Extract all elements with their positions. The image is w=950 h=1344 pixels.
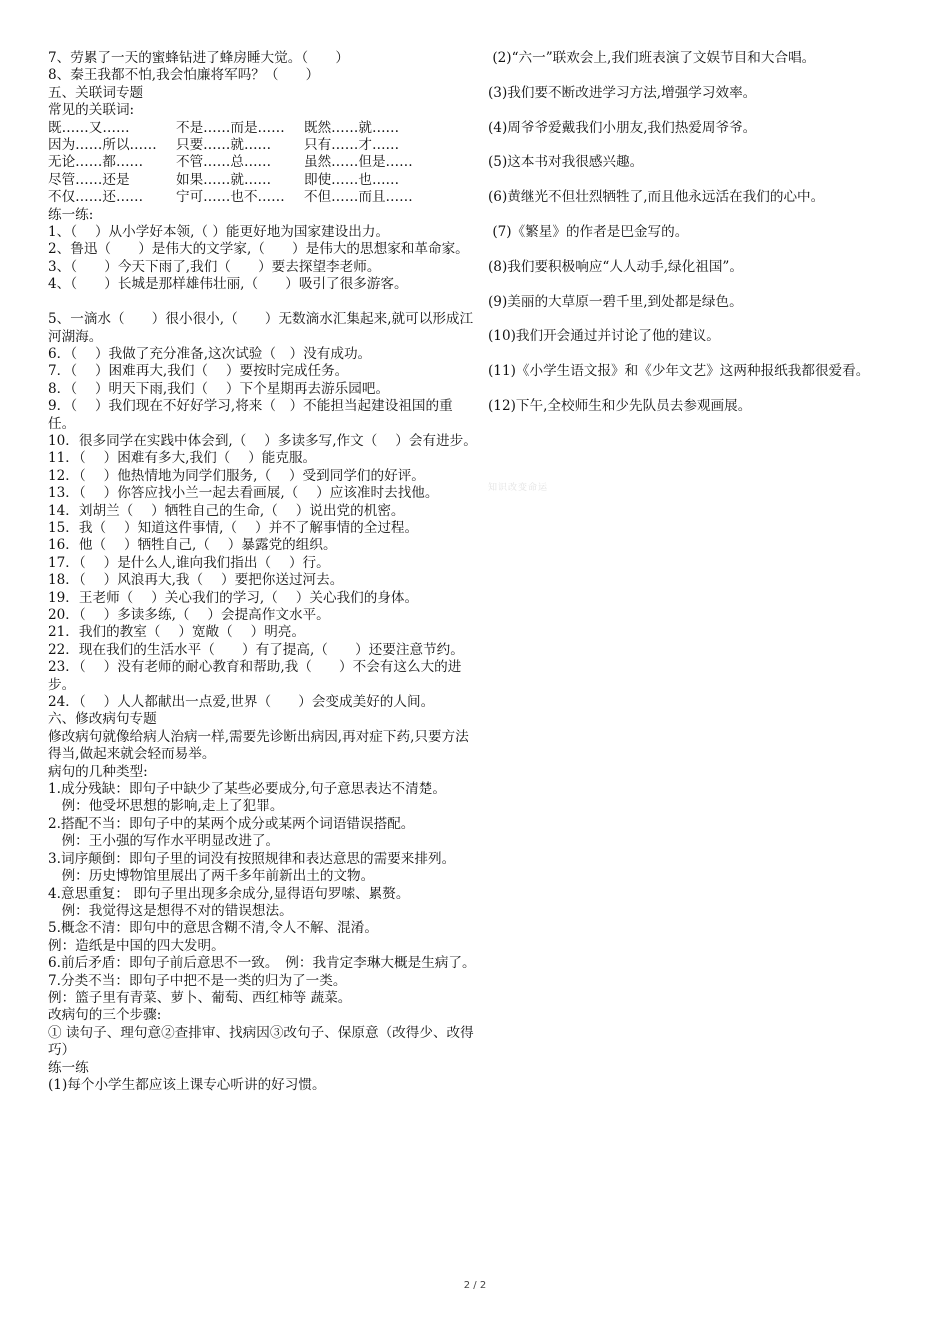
conjunction-pair: 只要……就…… [176,137,272,154]
exercise-item: (12)下午,全校师生和少先队员去参观画展。 [488,397,752,414]
exercise-item: 17．（ ）是什么人,谁向我们指出（ ）行。 [48,554,330,571]
section5-title: 五、关联词专题 [48,84,144,101]
exercise-item: 24．（ ）人人都献出一点爱,世界（ ）会变成美好的人间。 [48,694,435,711]
exercise-item: (2)“六一”联欢会上,我们班表演了文娱节目和大合唱。 [488,50,816,66]
sentence-type-line: 例：造纸是中国的四大发明。 [48,937,225,954]
practice2-item: (1)每个小学生都应该上课专心听讲的好习惯。 [48,1076,326,1093]
exercise-item: 2、鲁迅（ ）是伟大的文学家,（ ）是伟大的思想家和革命家。 [48,241,469,258]
section6-intro: 修改病句就像给病人治病一样,需要先诊断出病因,再对症下药,只要方法得当,做起来就会轻而易举。 [48,728,469,763]
sentence-type-line: 例：篮子里有青菜、萝卜、葡萄、西红柿等 蔬菜。 [48,989,352,1006]
practice1-label: 练一练: [48,206,94,223]
right-column [488,50,908,433]
conjunction-pair: 宁可……也不…… [176,189,285,206]
sentence-types-label: 病句的几种类型: [48,763,148,780]
sentence-type-line: 3.词序颠倒：即句子里的词没有按照规律和表达意思的需要来排列。 [48,850,456,867]
conjunction-row [48,154,478,171]
sentence-type-line: 5.概念不清：即句中的意思含糊不清,令人不解、混淆。 [48,920,378,937]
exercise-item: 16．他（ ）牺牲自己,（ ）暴露党的组织。 [48,537,337,554]
exercise-item: 18．（ ）风浪再大,我（ ）要把你送过河去。 [48,572,344,589]
exercise-item: 12．（ ）他热情地为同学们服务,（ ）受到同学们的好评。 [48,467,425,484]
conjunction-pair: 不是……而是…… [176,119,285,136]
exercise-item: 21．我们的教室（ ）宽敞（ ）明亮。 [48,624,306,641]
common-conjunctions-label: 常见的关联词: [48,102,135,119]
exercise-item: 15．我（ ）知道这件事情,（ ）并不了解事情的全过程。 [48,519,419,536]
exercise-item: 13．（ ）你答应找小兰一起去看画展,（ ）应该准时去找他。 [48,485,439,502]
exercise-item: 20．（ ）多读多练,（ ）会提高作文水平。 [48,607,330,623]
page-number: 2 / 2 [463,1280,487,1291]
conjunction-pair: 虽然……但是…… [304,154,413,171]
sentence-type-line: 2.搭配不当：即句子中的某两个成分或某两个词语错误搭配。 [48,815,415,832]
conjunction-table [48,120,478,207]
sentence-type-line: 1.成分残缺：即句子中缺少了某些必要成分,句子意思表达不清楚。 [48,781,446,798]
exercise-item: (8)我们要积极响应“人人动手,绿化祖国”。 [488,258,743,275]
exercise-item: 9．（ ）我们现在不好好学习,将来（ ）不能担当起建设祖国的重任。 [48,398,453,432]
sentence-type-line: 例：王小强的写作水平明显改进了。 [48,833,280,850]
exercise-item: (4)周爷爷爱戴我们小朋友,我们热爱周爷爷。 [488,119,757,136]
exercise-item: 19．王老师（ ）关心我们的学习,（ ）关心我们的身体。 [48,589,419,606]
exercise-item: 8．（ ）明天下雨,我们（ ）下个星期再去游乐园吧。 [48,380,390,397]
watermark: 知识改变命运 [488,483,549,493]
exercise-item: 14．刘胡兰（ ）牺牲自己的生命,（ ）说出党的机密。 [48,502,405,519]
exercise-item: 11．（ ）困难有多大,我们（ ）能克服。 [48,450,317,467]
exercise-item: 4、（ ）长城是那样雄伟壮丽,（ ）吸引了很多游客。 [48,276,408,293]
exercise-item: (6)黄继光不但壮烈牺牲了,而且他永远活在我们的心中。 [488,189,825,206]
exercise-item: 1、（ ）从小学好本领,（ ）能更好地为国家建设出力。 [48,224,390,241]
steps-text: ① 读句子、理句意②查排审、找病因③改句子、保原意（改得少、改得巧） [48,1024,474,1059]
conjunction-row [48,172,478,189]
steps-label: 改病句的三个步骤: [48,1007,162,1024]
sentence-type-line: 例：他受坏思想的影响,走上了犯罪。 [48,798,284,815]
exercise-item: 7．（ ）困难再大,我们（ ）要按时完成任务。 [48,363,349,380]
conjunction-pair: 如果……就…… [176,171,272,188]
conjunction-row [48,137,478,154]
exercise-item: 6．（ ）我做了充分准备,这次试验（ ）没有成功。 [48,345,372,362]
sentence-type-line: 6.前后矛盾：即句子前后意思不一致。 例：我肯定李琳大概是生病了。 [48,955,476,972]
exercise-item: (9)美丽的大草原一碧千里,到处都是绿色。 [488,293,743,310]
question-item: 8、秦王我都不怕,我会怕廉将军吗？（ ） [48,67,320,84]
exercise-item: 3、（ ）今天下雨了,我们（ ）要去探望李老师。 [48,258,381,275]
sentence-type-line: 例：我觉得这是想得不对的错误想法。 [48,902,293,919]
exercise-item: (11)《小学生语文报》和《少年文艺》这两种报纸我都很爱看。 [488,363,870,380]
conjunction-pair: 尽管……还是 [48,171,130,188]
conjunction-pair: 不管……总…… [176,154,272,171]
practice2-label: 练一练 [48,1059,89,1076]
sentence-type-line: 例：历史博物馆里展出了两千多年前新出土的文物。 [48,868,375,885]
section6-title: 六、修改病句专题 [48,711,157,728]
conjunction-row [48,189,478,206]
exercise-item: 5、一滴水（ ）很小很小,（ ）无数滴水汇集起来,就可以形成江河湖海。 [48,311,474,345]
exercise-item [48,294,478,311]
conjunction-pair: 不仅……还…… [48,189,144,206]
exercise-item: 10．很多同学在实践中体会到,（ ）多读多写,作文（ ）会有进步。 [48,432,477,449]
exercise-item: (10)我们开会通过并讨论了他的建议。 [488,328,720,345]
left-column [48,50,478,1094]
conjunction-pair: 既……又…… [48,119,130,136]
exercise-item: 23．（ ）没有老师的耐心教育和帮助,我（ ）不会有这么大的进步。 [48,659,462,693]
conjunction-pair: 不但……而且…… [304,189,413,206]
exercise-item: (7)《繁星》的作者是巴金写的。 [488,223,689,240]
exercise-item: 22．现在我们的生活水平（ ）有了提高,（ ）还要注意节约。 [48,641,464,658]
conjunction-row [48,120,478,137]
conjunction-pair: 无论……都…… [48,154,144,171]
conjunction-pair: 既然……就…… [304,119,400,136]
sentence-type-line: 7.分类不当：即句子中把不是一类的归为了一类。 [48,972,347,989]
question-item: 7、劳累了一天的蜜蜂钻进了蜂房睡大觉。（ ） [48,50,349,66]
conjunction-pair: 只有……才…… [304,137,400,154]
sentence-type-line: 4.意思重复： 即句子里出现多余成分,显得语句罗嗦、累赘。 [48,885,410,902]
conjunction-pair: 即使……也…… [304,171,400,188]
exercise-item: (5)这本书对我很感兴趣。 [488,154,644,171]
conjunction-pair: 因为……所以…… [48,137,157,154]
exercise-item: (3)我们要不断改进学习方法,增强学习效率。 [488,84,757,101]
